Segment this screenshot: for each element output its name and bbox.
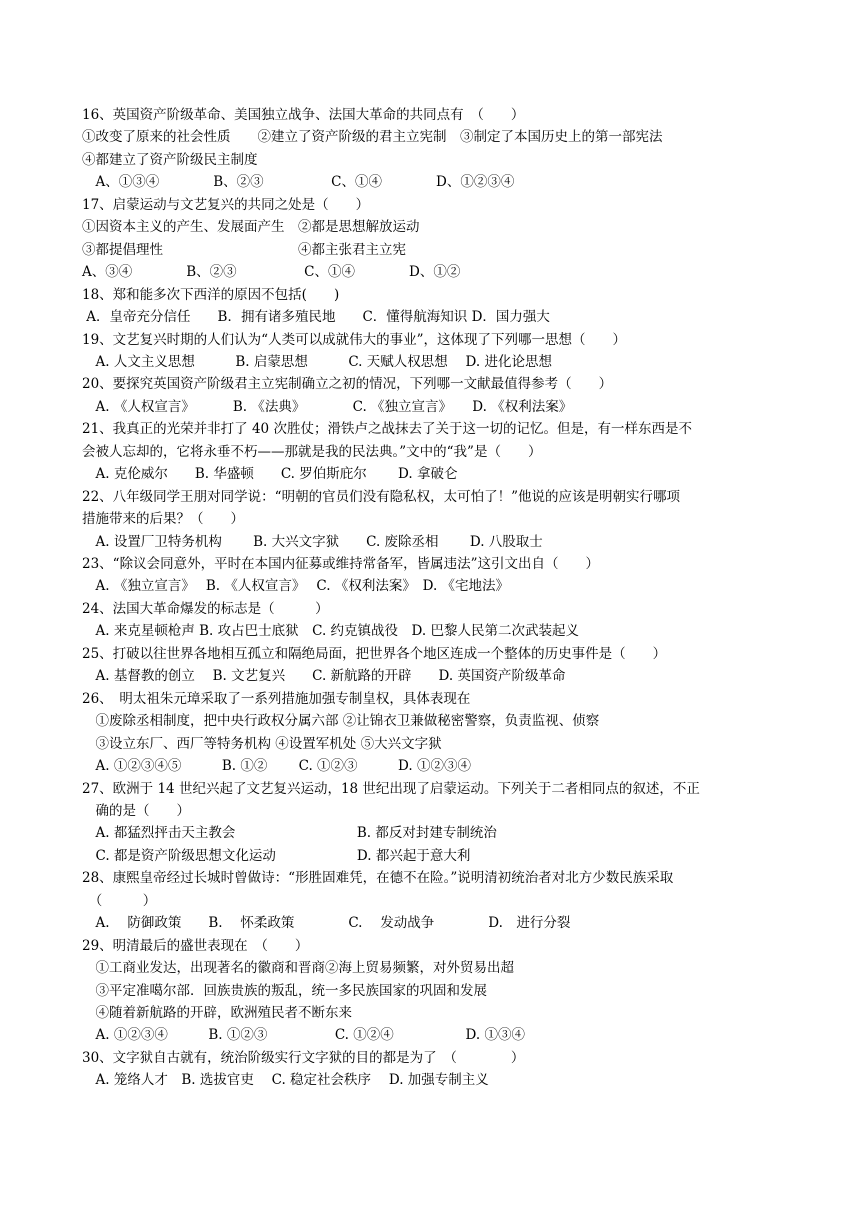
question-stem: 20、要探究英国资产阶级君主立宪制确立之初的情况，下列哪一文献最值得参考（ ）: [82, 376, 613, 392]
question-line: （ ）: [82, 893, 157, 909]
question-stem: 28、康熙皇帝经过长城时曾做诗：“形胜固难凭，在德不在险。”说明清初统治者对北方少数民族采取: [82, 870, 674, 886]
question-stem: 26、 明太祖朱元璋采取了一系列措施加强专制皇权，具体表现在: [82, 691, 471, 707]
question-stem: 22、八年级同学王朋对同学说：“明朝的官员们没有隐私权，太可怕了！”他说的应该是明朝实行哪项: [82, 489, 680, 505]
question-line: ④都建立了资产阶级民主制度: [82, 152, 258, 168]
question-line: A、③④ B、②③ C、①④ D、①②: [82, 264, 461, 280]
question-line: A、①③④ B、②③ C、①④ D、①②③④: [82, 174, 515, 190]
question-stem: 17、启蒙运动与文艺复兴的共同之处是（ ）: [82, 197, 370, 213]
question-line: A. 《独立宣言》 B. 《人权宣言》 C. 《权利法案》 D. 《宅地法》: [82, 578, 510, 594]
question-line: A. ①②③④ B. ①②③ C. ①②④ D. ①③④: [82, 1027, 525, 1043]
question-line: A. 都猛烈抨击天主教会 B. 都反对封建专制统治: [82, 825, 497, 841]
question-line: ①废除丞相制度，把中央行政权分属六部 ②让锦衣卫兼做秘密警察，负责监视、侦察: [82, 713, 600, 729]
question-line: ③都提倡理性 ④都主张君主立宪: [82, 242, 406, 258]
question-stem: 29、明清最后的盛世表现在 （ ）: [82, 938, 309, 954]
question-line: ④随着新航路的开辟，欧洲殖民者不断东来: [82, 1005, 352, 1021]
question-line: ③平定准噶尔部．回族贵族的叛乱，统一多民族国家的巩固和发展: [82, 983, 487, 999]
question-line: A. 防御政策 B. 怀柔政策 C. 发动战争 D. 进行分裂: [82, 915, 571, 931]
question-stem: 30、文字狱自古就有，统治阶级实行文字狱的目的都是为了 （ ）: [82, 1050, 525, 1066]
question-line: A．皇帝充分信任 B．拥有诸多殖民地 C．懂得航海知识 D．国力强大: [82, 309, 550, 325]
question-line: A. 基督教的创立 B. 文艺复兴 C. 新航路的开辟 D. 英国资产阶级革命: [82, 668, 566, 684]
question-line: ①工商业发达，出现著名的徽商和晋商②海上贸易频繁，对外贸易出超: [82, 960, 514, 976]
question-line: 会被人忘却的，它将永垂不朽——那就是我的民法典。”文中的“我”是（ ）: [82, 444, 542, 460]
question-line: A. 设置厂卫特务机构 B. 大兴文字狱 C. 废除丞相 D. 八股取士: [82, 534, 543, 550]
question-line: C. 都是资产阶级思想文化运动 D. 都兴起于意大利: [82, 848, 471, 864]
question-line: A. 克伦威尔 B. 华盛顿 C. 罗伯斯庇尔 D. 拿破仑: [82, 466, 458, 482]
question-line: A. ①②③④⑤ B. ①② C. ①②③ D. ①②③④: [82, 758, 471, 774]
question-line: A. 人文主义思想 B. 启蒙思想 C. 天赋人权思想 D. 进化论思想: [82, 354, 552, 370]
question-line: A. 《人权宣言》 B. 《法典》 C. 《独立宣言》 D. 《权利法案》: [82, 399, 573, 415]
question-stem: 24、法国大革命爆发的标志是（ ）: [82, 601, 329, 617]
question-line: ①因资本主义的产生、发展面产生 ②都是思想解放运动: [82, 219, 420, 235]
question-stem: 19、文艺复兴时期的人们认为“人类可以成就伟大的事业”，这体现了下列哪一思想（ ）: [82, 332, 626, 348]
question-stem: 25、打破以往世界各地相互孤立和隔绝局面，把世界各个地区连成一个整体的历史事件是（ ）: [82, 646, 667, 662]
question-line: ①改变了原来的社会性质 ②建立了资产阶级的君主立宪制 ③制定了本国历史上的第一部宪法: [82, 129, 663, 145]
question-stem: 23、“除议会同意外，平时在本国内征募或维持常备军，皆属违法”这引文出自（ ）: [82, 556, 599, 572]
question-stem: 21、我真正的光荣并非打了 40 次胜仗；滑铁卢之战抹去了关于这一切的记忆。但是，有一样东西是不: [82, 421, 692, 437]
question-line: ③设立东厂、西厂等特务机构 ④设置军机处 ⑤大兴文字狱: [82, 736, 442, 752]
question-stem: 27、欧洲于 14 世纪兴起了文艺复兴运动，18 世纪出现了启蒙运动。下列关于二者相同点的叙述，不正: [82, 781, 700, 797]
question-stem: 18、郑和能多次下西洋的原因不包括( ): [82, 287, 340, 303]
question-stem: 16、英国资产阶级革命、美国独立战争、法国大革命的共同点有 （ ）: [82, 107, 525, 123]
question-line: 确的是（ ）: [82, 803, 190, 819]
question-line: 措施带来的后果？（ ）: [82, 511, 244, 527]
question-line: A. 来克星顿枪声 B. 攻占巴士底狱 C. 约克镇战役 D. 巴黎人民第二次武装起义: [82, 623, 579, 639]
question-line: A. 笼络人才 B. 选拔官吏 C. 稳定社会秩序 D. 加强专制主义: [82, 1072, 489, 1088]
